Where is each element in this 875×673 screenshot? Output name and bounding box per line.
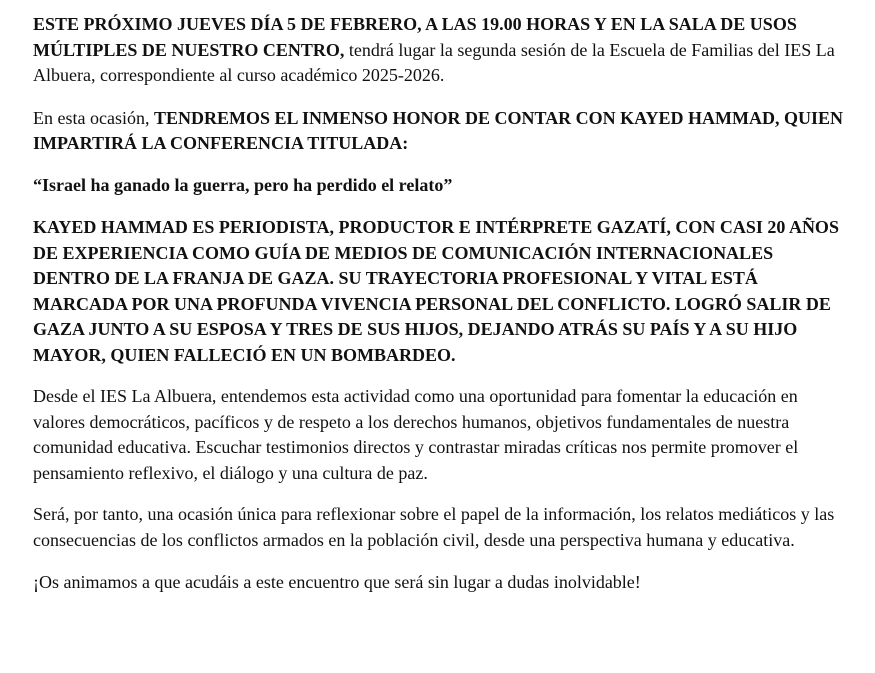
guest-intro-bold-text: TENDREMOS EL INMENSO HONOR DE CONTAR CON KAYED HAMMAD, QUIEN IMPARTIRÁ LA CONFERENCIA TITULADA: bbox=[33, 107, 844, 153]
reflection-paragraph: Será, por tanto, una ocasión única para reflexionar sobre el papel de la información, los relatos mediáticos y las consecuencias de los conflictos armados en la población civil, desde una perspectiva humana y educativa. bbox=[33, 504, 835, 550]
announcement-bold-text: ESTE PRÓXIMO JUEVES DÍA 5 DE FEBRERO, A LAS 19.00 HORAS Y EN LA SALA DE USOS MÚLTIPLES DE NUESTRO CENTRO, bbox=[33, 14, 797, 60]
guest-intro-text: En esta ocasión, bbox=[33, 107, 154, 128]
document-body bbox=[33, 12, 851, 596]
announcement-text: tendrá lugar la segunda sesión de la Escuela de Familias del IES La Albuera, correspondiente al curso académico 2025-2026. bbox=[33, 39, 835, 85]
speaker-bio-paragraph: KAYED HAMMAD ES PERIODISTA, PRODUCTOR E INTÉRPRETE GAZATÍ, CON CASI 20 AÑOS DE EXPERIENCIA COMO GUÍA DE MEDIOS DE COMUNICACIÓN INTERNACIONALES DENTRO DE LA FRANJA DE GAZA. SU TRAYECTORIA PROFESIONAL Y VITAL ESTÁ MARCADA POR UNA PROFUNDA VIVENCIA PERSONAL DEL CONFLICTO. LOGRÓ SALIR DE GAZA JUNTO A SU ESPOSA Y TRES DE SUS HIJOS, DEJANDO ATRÁS SU PAÍS Y A SU HIJO MAYOR, QUIEN FALLECIÓ EN UN BOMBARDEO. bbox=[33, 217, 839, 365]
values-paragraph: Desde el IES La Albuera, entendemos esta actividad como una oportunidad para fomentar la educación en valores democráticos, pacíficos y de respeto a los derechos humanos, objetivos fundamentales de nuestra comunidad educativa. Escuchar testimonios directos y contrastar miradas críticas nos permite promover el pensamiento reflexivo, el diálogo y una cultura de paz. bbox=[33, 386, 799, 483]
invitation-paragraph: ¡Os animamos a que acudáis a este encuentro que será sin lugar a dudas inolvidable! bbox=[33, 572, 641, 592]
guest-intro-paragraph bbox=[33, 106, 851, 157]
conference-title: “Israel ha ganado la guerra, pero ha perdido el relato” bbox=[33, 174, 453, 195]
announcement-paragraph bbox=[33, 12, 851, 89]
